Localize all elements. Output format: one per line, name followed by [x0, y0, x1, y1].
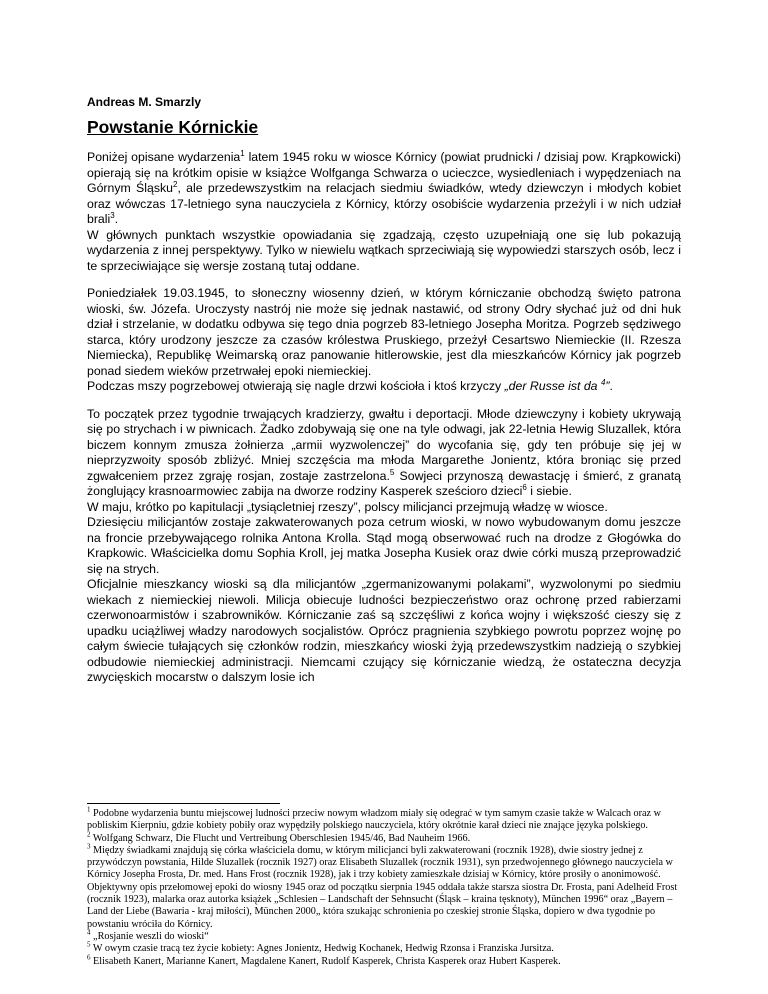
paragraph-sources: W głównych punktach wszystkie opowiadania się zgadzają, często uzupełniają one się lub pokazują wydarzenia z innej perspektywy. Tylko w niewielu wątkach sprzeciwiają się wypowiedzi starszych osób, lecz i te sprzeciwiające się wersje zostaną tutaj oddane. — [87, 227, 681, 273]
paragraph-intro: Poniżej opisane wydarzenia$^1$ latem 1945 roku w wiosce Kórnicy (powiat prudnicki / dzisiaj pow. Krąpkowicki) opierają się na krótkim opisie w książce Wolfganga Schwarza o ucieczce, wysiedleniach i wypędzeniach na Górnym Śląsku$^2$, ale przedewszystkim na relacjach siedmiu świadków, wtedy dziewczyn i młodych kobiet oraz wówczas 17-letniego syna nauczyciela z Kórnicy, którzy osobiście wydarzenia przeżyli i w nich udział brali$^3$. — [87, 148, 682, 226]
footnote-ref-6[interactable]: 6 — [522, 482, 527, 492]
author-name: Andreas M. Smarzly — [87, 95, 202, 109]
footnote-2: $^2$ Wolfgang Schwarz, Die Flucht und Vertreibung Oberschlesien 1945/46, Bad Nauheim 1966. — [87, 830, 471, 844]
footnote-3: $^3$ Między świadkami znajdują się córka właściciela domu, w którym milicjanci byli zakwaterowani (rocznik 1928), dwie siostry jednej z przywódczyn powstania, Hilde Sluzallek (rocznik 1927) oraz Elisabeth Sluzallek (rocznik 1931), syn przedwojennego głównego nauczyciela w Kórnicy Josepha Frosta, Dr. med. Hans Frost (rocznik 1928), jak i trzy kobiety zamieszkałe dzisiaj w Kórnicy, które prosiły o anonimowość. Objektywny opis przełomowej epoki do wiosny 1945 oraz od początku sierpnia 1945 oddała także starsza siostra Dr. Frosta, pani Adelheid Frost (rocznik 1923), malarka oraz autorka książek „Schlesien – Landschaft der Sehnsucht (Śląsk – kraina tęsknoty), München 1996“ oraz „Bayern – Land der Liebe (Bawaria - kraj miłości), München 2000„ która szukając schronienia po czeskiej stronie Śląska, dopiero w dwa tygodnie po powstaniu wróciła do Kórnicy. — [87, 842, 678, 930]
footnotes — [87, 805, 683, 968]
footnote-ref-1[interactable]: 1 — [240, 148, 245, 158]
paragraph-violence: To początek przez tygodnie trwających kradzierzy, gwałtu i deportacji. Młode dziewczyny i kobiety ukrywają się po strychach i w piwnicach. Żadko zdobywają się one na tyle odwagi, jak 22-letnia Hewig Sluzallek, która biczem konnym zmusza żołnierza „armii wyzwolenczej” do wycofania się, gdy ten próbuje się jej w nieprzyzwoity sposób zbliżyć. Mniej szczęścia ma młoda Margarethe Jonientz, która broniąc się przed zgwałceniem przez zgraję rosjan, zostaje zastrzelona.$^5$ Sowjeci przynoszą dewastację i śmierć, z granatą żonglujący krasnoarmowiec zabija na dworze rodziny Kasperek sześcioro dzieci$^6$ i siebie. — [87, 406, 681, 498]
footnote-ref-3[interactable]: 3 — [110, 210, 115, 220]
paragraph-official: Oficjalnie mieszkancy wioski są dla milicjantów „zgermanizowanymi polakami”, wyzwolonymi po siedmiu wiekach z niemieckiej niewoli. Milicja obiecuje ludności bezpieczeństwo oraz ochronę przed rabierzami czerwonoarmistów i szabrowników. Kórniczanie zaś są szczęśliwi z końca wojny i większość cieszy się z upadku uciążliwej władzy narodowych socjalistów. Oprócz pragnienia szybkiego powrotu poprzez wojnę po całym świecie tułających się członków rodzin, mieszkańcy wioski żyją przedewszystkim nadzieją o szybkiej odbudowie niemieckiej administracji. Niemcami czujący się kórniczanie wiedzą, że ostateczna decyzja zwycięskich mocarstw o dalszym losie ich — [87, 577, 681, 684]
footnote-6: $^6$ Elisabeth Kanert, Marianne Kanert, Magdalene Kanert, Rudolf Kasperek, Christa Kasperek oraz Hubert Kasperek. — [87, 953, 561, 967]
footnote-5: $^5$ W owym czasie tracą tez życie kobiety: Agnes Jonientz, Hedwig Kochanek, Hedwig Rzonsa i Franziska Jursitza. — [87, 940, 554, 955]
footnote-4: $^4$ „Rosjanie weszli do wioski“ — [87, 928, 209, 942]
article-title: Powstanie Kórnickie — [87, 117, 259, 137]
article-body — [87, 150, 681, 686]
paragraph-funeral: Poniedziałek 19.03.1945, to słoneczny wiosenny dzień, w którym kórniczanie obchodzą święto patrona wioski, św. Józefa. Uroczysty nastrój nie może się jednak nastawić, od strony Odry słychać już od dni huk dział i strzelanie, w dodatku odbywa się tego dnia pogrzeb 83-letniego Josepha Moritza. Pogrzeb sędziwego starca, który urodzony jeszcze za czasów królestwa Pruskiego, przeżył Cesartswo Niemieckie (II. Rzesza Niemiecka), Republikę Weimarską oraz panowanie hitlerowskie, jest dla mieszkańców Kórnicy jak pogrzeb ponad siedem wieków przetrwałej epoki niemieckiej. Podczas mszy pogrzebowej otwierają się nagle drzwi kościoła i ktoś krzyczy „der Russe ist da $^4$”. — [87, 286, 681, 393]
footnote-ref-2[interactable]: 2 — [172, 179, 178, 189]
footnote-separator — [87, 803, 280, 804]
paragraph-militia: W maju, krótko po kapitulacji „tysiącletniej rzeszy”, polscy milicjanci przejmują władzę w wiosce. — [87, 499, 608, 514]
quote-russe: „der Russe ist da $^4$” — [504, 377, 610, 393]
footnote-ref-5[interactable]: 5 — [389, 467, 395, 477]
paragraph-quarters: Dziesięciu milicjantów zostaje zakwaterowanych poza cetrum wioski, w nowo wybudowanym domu jeszcze na froncie przebywającego rolnika Antona Krolla. Stąd mogą obserwować ruch na drodze z Głogówka do Krapkowic. Właścicielka domu Sophia Kroll, jej matka Josepha Kusiek oraz dwie córki muszą przeprowadzić się na strych. — [87, 515, 681, 576]
footnote-ref-4[interactable]: 4 — [600, 377, 606, 387]
footnote-1: $^1$ Podobne wydarzenia buntu miejscowej ludności przeciw nowym władzom miały się odegrać w tym samym czasie także w Walcach oraz w pobliskim Kierpniu, gdzie kobiety pobiły oraz wypędziły polskiego nauczyciela, który okrótnie karał dzieci nie znające języka polskiego. — [87, 805, 661, 832]
